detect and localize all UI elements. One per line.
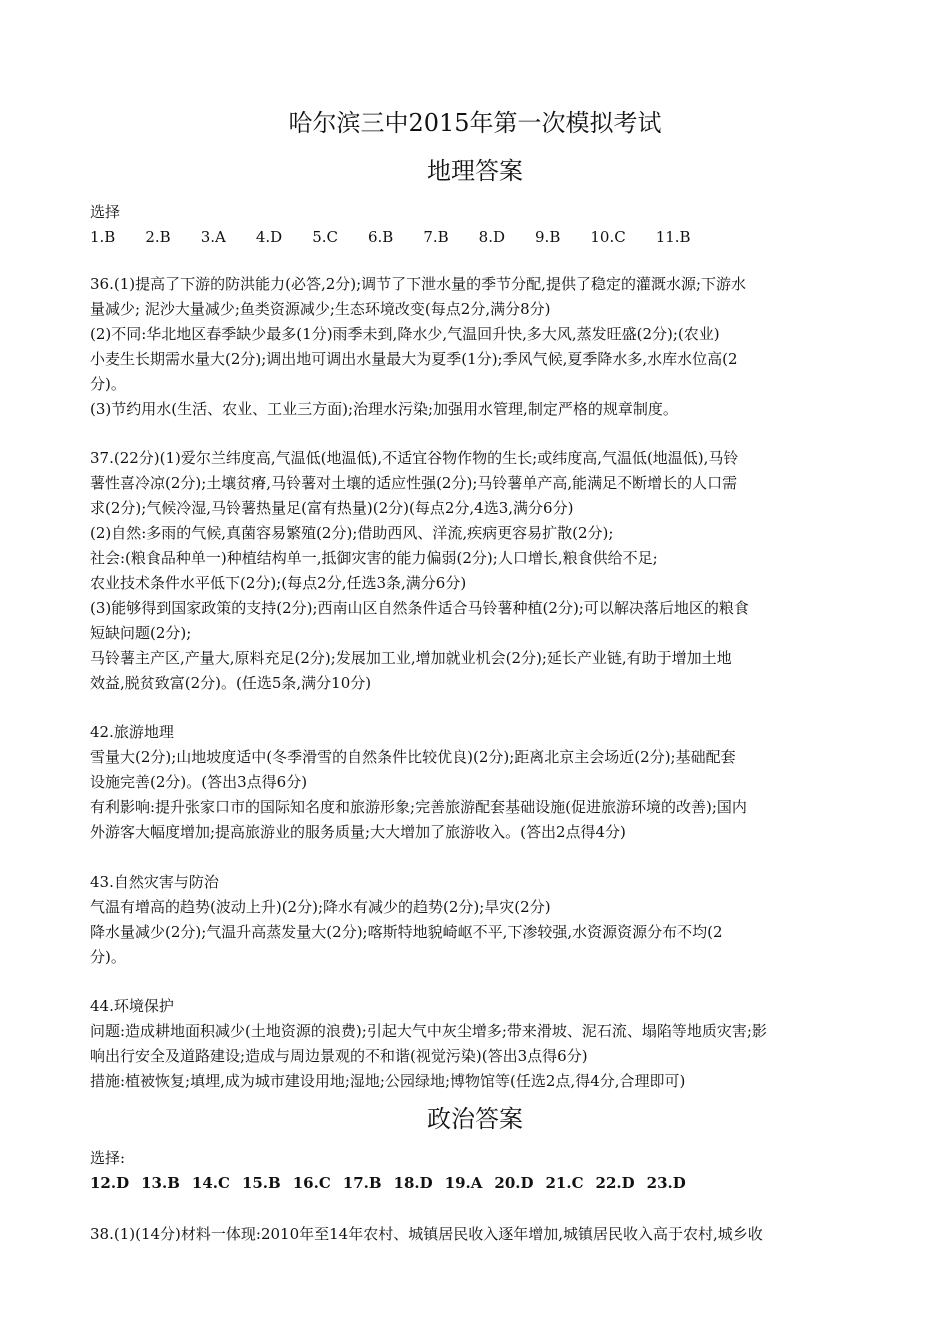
choice-answer: 12.D: [90, 1174, 130, 1192]
choice-answer: 6.B: [367, 228, 394, 246]
choice-answer: 22.D: [595, 1174, 635, 1192]
choice-answer: 18.D: [393, 1174, 433, 1192]
choice-answer: 13.B: [141, 1174, 180, 1192]
question-38-answer: [90, 1222, 868, 1247]
choice-answer: 10.C: [590, 228, 626, 246]
answer-line: 外游客大幅度增加;提高旅游业的服务质量;大大增加了旅游收入。(答出2点得4分): [90, 823, 626, 841]
politics-choice-answers: [90, 1171, 868, 1196]
section-heading: 43.自然灾害与防治: [90, 873, 219, 891]
question-36-answer: [90, 272, 868, 422]
answer-line: (3)能够得到国家政策的支持(2分);西南山区自然条件适合马铃薯种植(2分);可以解决落后地区的粮食: [90, 599, 749, 617]
answer-line: 社会:(粮食品种单一)种植结构单一,抵御灾害的能力偏弱(2分);人口增长,粮食供给不足;: [90, 549, 658, 567]
answer-line: 36.(1)提高了下游的防洪能力(必答,2分);调节了下泄水量的季节分配,提供了稳定的灌溉水源;下游水: [90, 275, 746, 293]
answer-line: 分)。: [90, 375, 126, 393]
question-37-answer: [90, 446, 868, 696]
choice-answer: 1.B: [90, 228, 116, 246]
section-heading: 42.旅游地理: [90, 723, 174, 741]
section-heading: 44.环境保护: [90, 997, 174, 1015]
geography-choice-answers: [90, 225, 868, 250]
answer-line: 马铃薯主产区,产量大,原料充足(2分);发展加工业,增加就业机会(2分);延长产业链,有助于增加土地: [90, 649, 732, 667]
answer-line: 农业技术条件水平低下(2分);(每点2分,任选3条,满分6分): [90, 574, 467, 592]
choice-answer: 2.B: [145, 228, 171, 246]
answer-line: (2)不同:华北地区春季缺少最多(1分)雨季未到,降水少,气温回升快,多大风,蒸发旺盛(2分);(农业): [90, 325, 720, 343]
choice-answer: 16.C: [292, 1174, 331, 1192]
choice-answer: 15.B: [241, 1174, 281, 1192]
choice-answer: 7.B: [423, 228, 449, 246]
geography-title: 地理答案: [427, 157, 523, 185]
answer-line: (3)节约用水(生活、农业、工业三方面);治理水污染;加强用水管理,制定严格的规章制度。: [90, 400, 678, 418]
answer-line: 措施:植被恢复;填埋,成为城市建设用地;湿地;公园绿地;博物馆等(任选2点,得4分,合理即可): [90, 1072, 686, 1090]
answer-line: 37.(22分)(1)爱尔兰纬度高,气温低(地温低),不适宜谷物作物的生长;或纬度高,气温低(地温低),马铃: [90, 449, 739, 467]
choice-answer: 4.D: [255, 228, 283, 246]
choice-answer: 19.A: [444, 1174, 483, 1192]
politics-title: 政治答案: [427, 1105, 523, 1133]
choice-answer: 11.B: [655, 228, 691, 246]
geography-choice-label: 选择: [90, 203, 121, 221]
choice-answer: 3.A: [200, 228, 226, 246]
answer-line: 38.(1)(14分)材料一体现:2010年至14年农村、城镇居民收入逐年增加,城镇居民收入高于农村,城乡收: [90, 1225, 763, 1243]
politics-choice-label: 选择:: [90, 1149, 126, 1167]
choice-answer: 21.C: [545, 1174, 584, 1192]
answer-line: 求(2分);气候冷湿,马铃薯热量足(富有热量)(2分)(每点2分,4选3,满分6分): [90, 499, 574, 517]
answer-line: 分)。: [90, 948, 126, 966]
question-42-answer: [90, 720, 868, 845]
answer-line: 设施完善(2分)。(答出3点得6分): [90, 773, 308, 791]
answer-line: 有利影响:提升张家口市的国际知名度和旅游形象;完善旅游配套基础设施(促进旅游环境的改善);国内: [90, 798, 747, 816]
question-44-answer: [90, 994, 868, 1094]
choice-answer: 9.B: [535, 228, 561, 246]
question-43-answer: [90, 870, 868, 970]
choice-answer: 20.D: [494, 1174, 534, 1192]
politics-choice-section: [90, 1146, 868, 1196]
main-title: 哈尔滨三中2015年第一次模拟考试: [288, 109, 662, 137]
geography-choice-section: [90, 200, 868, 250]
answer-line: 小麦生长期需水量大(2分);调出地可调出水量最大为夏季(1分);季风气候,夏季降水多,水库水位高(2: [90, 350, 738, 368]
answer-line: 响出行安全及道路建设;造成与周边景观的不和谐(视觉污染)(答出3点得6分): [90, 1047, 588, 1065]
answer-line: 雪量大(2分);山地坡度适中(冬季滑雪的自然条件比较优良)(2分);距离北京主会场近(2分);基础配套: [90, 748, 736, 766]
answer-line: 短缺问题(2分);: [90, 624, 192, 642]
answer-line: 气温有增高的趋势(波动上升)(2分);降水有减少的趋势(2分);旱灾(2分): [90, 898, 551, 916]
answer-line: 量减少; 泥沙大量减少;鱼类资源减少;生态环境改变(每点2分,满分8分): [90, 300, 551, 318]
choice-answer: 14.C: [191, 1174, 230, 1192]
answer-line: 降水量减少(2分);气温升高蒸发量大(2分);喀斯特地貌崎岖不平,下渗较强,水资源资源分布不均(2: [90, 923, 723, 941]
answer-line: 薯性喜冷凉(2分);土壤贫瘠,马铃薯对土壤的适应性强(2分);马铃薯单产高,能满足不断增长的人口需: [90, 474, 738, 492]
answer-line: 效益,脱贫致富(2分)。(任选5条,满分10分): [90, 674, 372, 692]
choice-answer: 17.B: [342, 1174, 382, 1192]
choice-answer: 23.D: [646, 1174, 686, 1192]
choice-answer: 8.D: [478, 228, 506, 246]
answer-line: 问题:造成耕地面积减少(土地资源的浪费);引起大气中灰尘增多;带来滑坡、泥石流、塌陷等地质灾害;影: [90, 1022, 767, 1040]
choice-answer: 5.C: [312, 228, 338, 246]
answer-line: (2)自然:多雨的气候,真菌容易繁殖(2分);借助西风、洋流,疾病更容易扩散(2分);: [90, 524, 614, 542]
